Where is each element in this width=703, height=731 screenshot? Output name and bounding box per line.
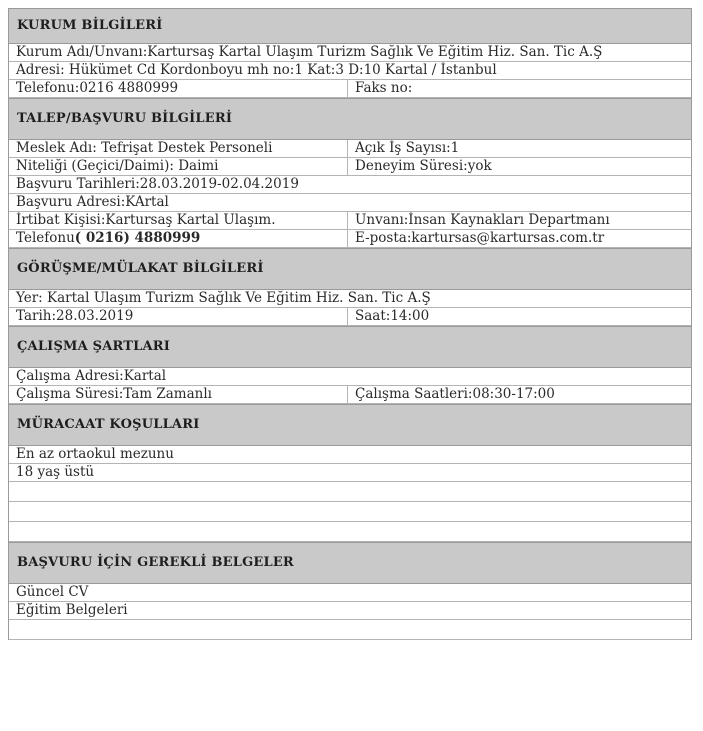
- interview-date: Tarih:28.03.2019: [16, 308, 134, 324]
- work-address: Çalışma Adresi:Kartal: [16, 368, 167, 384]
- institution-name: Kurum Adı/Unvanı:Kartursaş Kartal Ulaşım Turizm Sağlık Ve Eğitim Hiz. San. Tic A.Ş: [16, 44, 603, 60]
- empty-row: [9, 522, 691, 542]
- empty-row: [9, 502, 691, 522]
- form-row: [9, 140, 691, 158]
- empty-row: [9, 482, 691, 502]
- form-row: [9, 44, 691, 62]
- form-row: [9, 176, 691, 194]
- section-header-belgeler: BAŞVURU İÇİN GEREKLİ BELGELER: [9, 542, 691, 584]
- application-address: Başvuru Adresi:KArtal: [16, 194, 169, 210]
- list-item: [9, 446, 691, 464]
- experience-duration: Deneyim Süresi:yok: [347, 158, 492, 175]
- form-row: [9, 230, 691, 248]
- contact-email: E-posta:kartursas@kartursas.com.tr: [347, 230, 604, 247]
- interview-time: Saat:14:00: [347, 308, 429, 325]
- list-item: [9, 602, 691, 620]
- institution-fax: Faks no:: [347, 80, 412, 97]
- section-header-kurum: KURUM BİLGİLERİ: [9, 8, 691, 44]
- institution-phone: Telefonu:0216 4880999: [16, 80, 179, 96]
- job-posting-form: [8, 8, 692, 640]
- form-row: [9, 290, 691, 308]
- requirement-item: 18 yaş üstü: [16, 464, 95, 480]
- requirement-item: En az ortaokul mezunu: [16, 446, 174, 462]
- form-row: [9, 212, 691, 230]
- contact-person: İrtibat Kişisi:Kartursaş Kartal Ulaşım.: [16, 212, 276, 228]
- form-row: [9, 62, 691, 80]
- work-duration: Çalışma Süresi:Tam Zamanlı: [16, 386, 212, 402]
- open-positions: Açık İş Sayısı:1: [347, 140, 459, 157]
- job-title: Meslek Adı: Tefrişat Destek Personeli: [16, 140, 273, 156]
- form-row: [9, 308, 691, 326]
- empty-row: [9, 620, 691, 640]
- interview-place: Yer: Kartal Ulaşım Turizm Sağlık Ve Eğitim Hiz. San. Tic A.Ş: [16, 290, 431, 306]
- contact-phone: [9, 230, 200, 247]
- work-hours: Çalışma Saatleri:08:30-17:00: [347, 386, 555, 403]
- institution-address: Adresi: Hükümet Cd Kordonboyu mh no:1 Kat:3 D:10 Kartal / İstanbul: [16, 62, 497, 78]
- section-header-calisma: ÇALIŞMA ŞARTLARI: [9, 326, 691, 368]
- list-item: [9, 584, 691, 602]
- application-dates: Başvuru Tarihleri:28.03.2019-02.04.2019: [16, 176, 299, 192]
- job-quality: Niteliği (Geçici/Daimi): Daimi: [16, 158, 219, 174]
- section-header-muracaat: MÜRACAAT KOŞULLARI: [9, 404, 691, 446]
- form-row: [9, 386, 691, 404]
- list-item: [9, 464, 691, 482]
- contact-phone-label: Telefonu: [16, 230, 75, 246]
- form-row: [9, 194, 691, 212]
- form-row: [9, 158, 691, 176]
- form-row: [9, 80, 691, 98]
- form-row: [9, 368, 691, 386]
- document-item: Eğitim Belgeleri: [16, 602, 128, 618]
- document-item: Güncel CV: [16, 584, 89, 600]
- section-header-gorusme: GÖRÜŞME/MÜLAKAT BİLGİLERİ: [9, 248, 691, 290]
- contact-phone-value: ( 0216) 4880999: [74, 230, 201, 246]
- contact-title: Unvanı:İnsan Kaynakları Departmanı: [347, 212, 610, 229]
- section-header-talep: TALEP/BAŞVURU BİLGİLERİ: [9, 98, 691, 140]
